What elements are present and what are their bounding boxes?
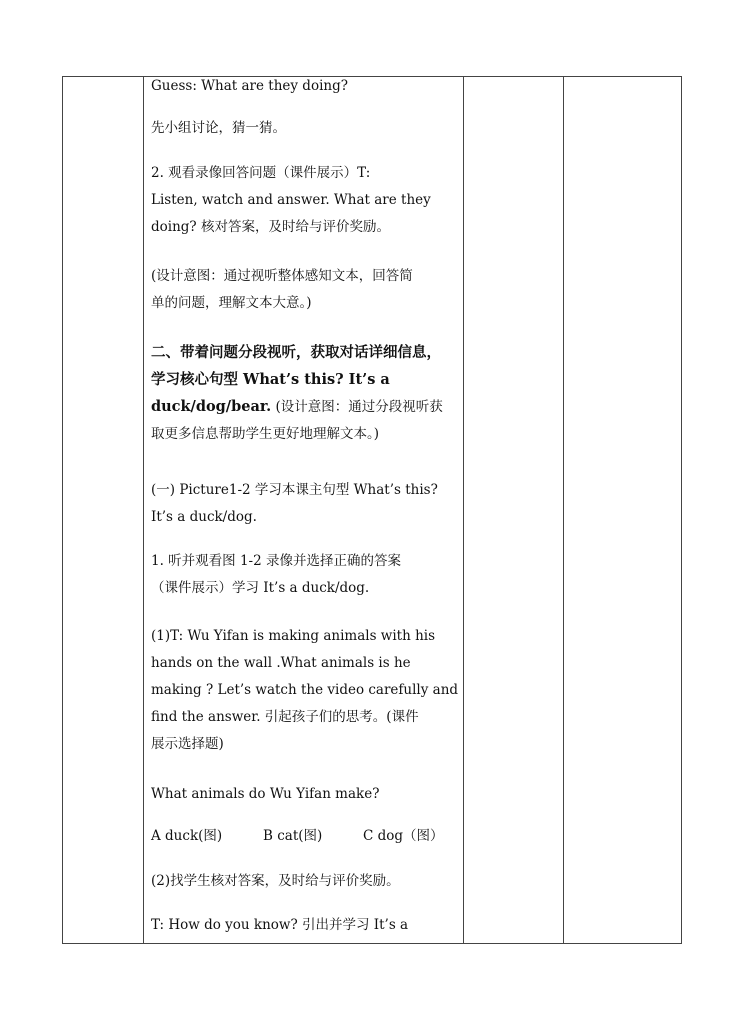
design-intent-1: (设计意图：通过视听整体感知文本，回答简 单的问题，理解文本大意。) (151, 268, 413, 311)
column-divider-2 (463, 77, 464, 943)
option-c: C dog（图） (363, 828, 444, 844)
column-divider-1 (143, 77, 144, 943)
teacher-prompt-1: (1)T: Wu Yifan is making animals with his hands on the wall .What animals is he making ? Let’s watch the video carefully and find the answer. 引起孩子们的思考。(课件 展示选择题) (151, 628, 459, 752)
part1-heading: (一) Picture1-2 学习本课主句型 What’s this? It’s a duck/dog. (151, 482, 438, 525)
option-b: B cat(图) (263, 828, 323, 844)
guess-line: Guess: What are they doing? (151, 78, 348, 94)
option-a: A duck(图) (151, 828, 223, 844)
step2-paragraph: 2. 观看录像回答问题（课件展示）T: Listen, watch and answer. What are they doing? 核对答案，及时给与评价奖励。 (151, 165, 431, 235)
step1-paragraph: 1. 听并观看图 1-2 录像并选择正确的答案 （课件展示）学习 It’s a duck/dog. (151, 553, 401, 596)
teacher-prompt-2: (2)找学生核对答案，及时给与评价奖励。 (151, 873, 400, 889)
column-divider-3 (563, 77, 564, 943)
discuss-line: 先小组讨论，猜一猜。 (151, 120, 286, 136)
options-line (151, 823, 463, 850)
lesson-plan-table (62, 76, 682, 944)
teacher-prompt-3: T: How do you know? 引出并学习 It’s a (151, 917, 409, 933)
section2-paragraph: 二、带着问题分段视听，获取对话详细信息， 学习核心句型 What’s this? It’s a duck/dog/bear. (设计意图：通过分段视听获 取更多信息帮助学生更好地理解文本。) (151, 344, 443, 442)
question-line: What animals do Wu Yifan make? (151, 786, 380, 802)
